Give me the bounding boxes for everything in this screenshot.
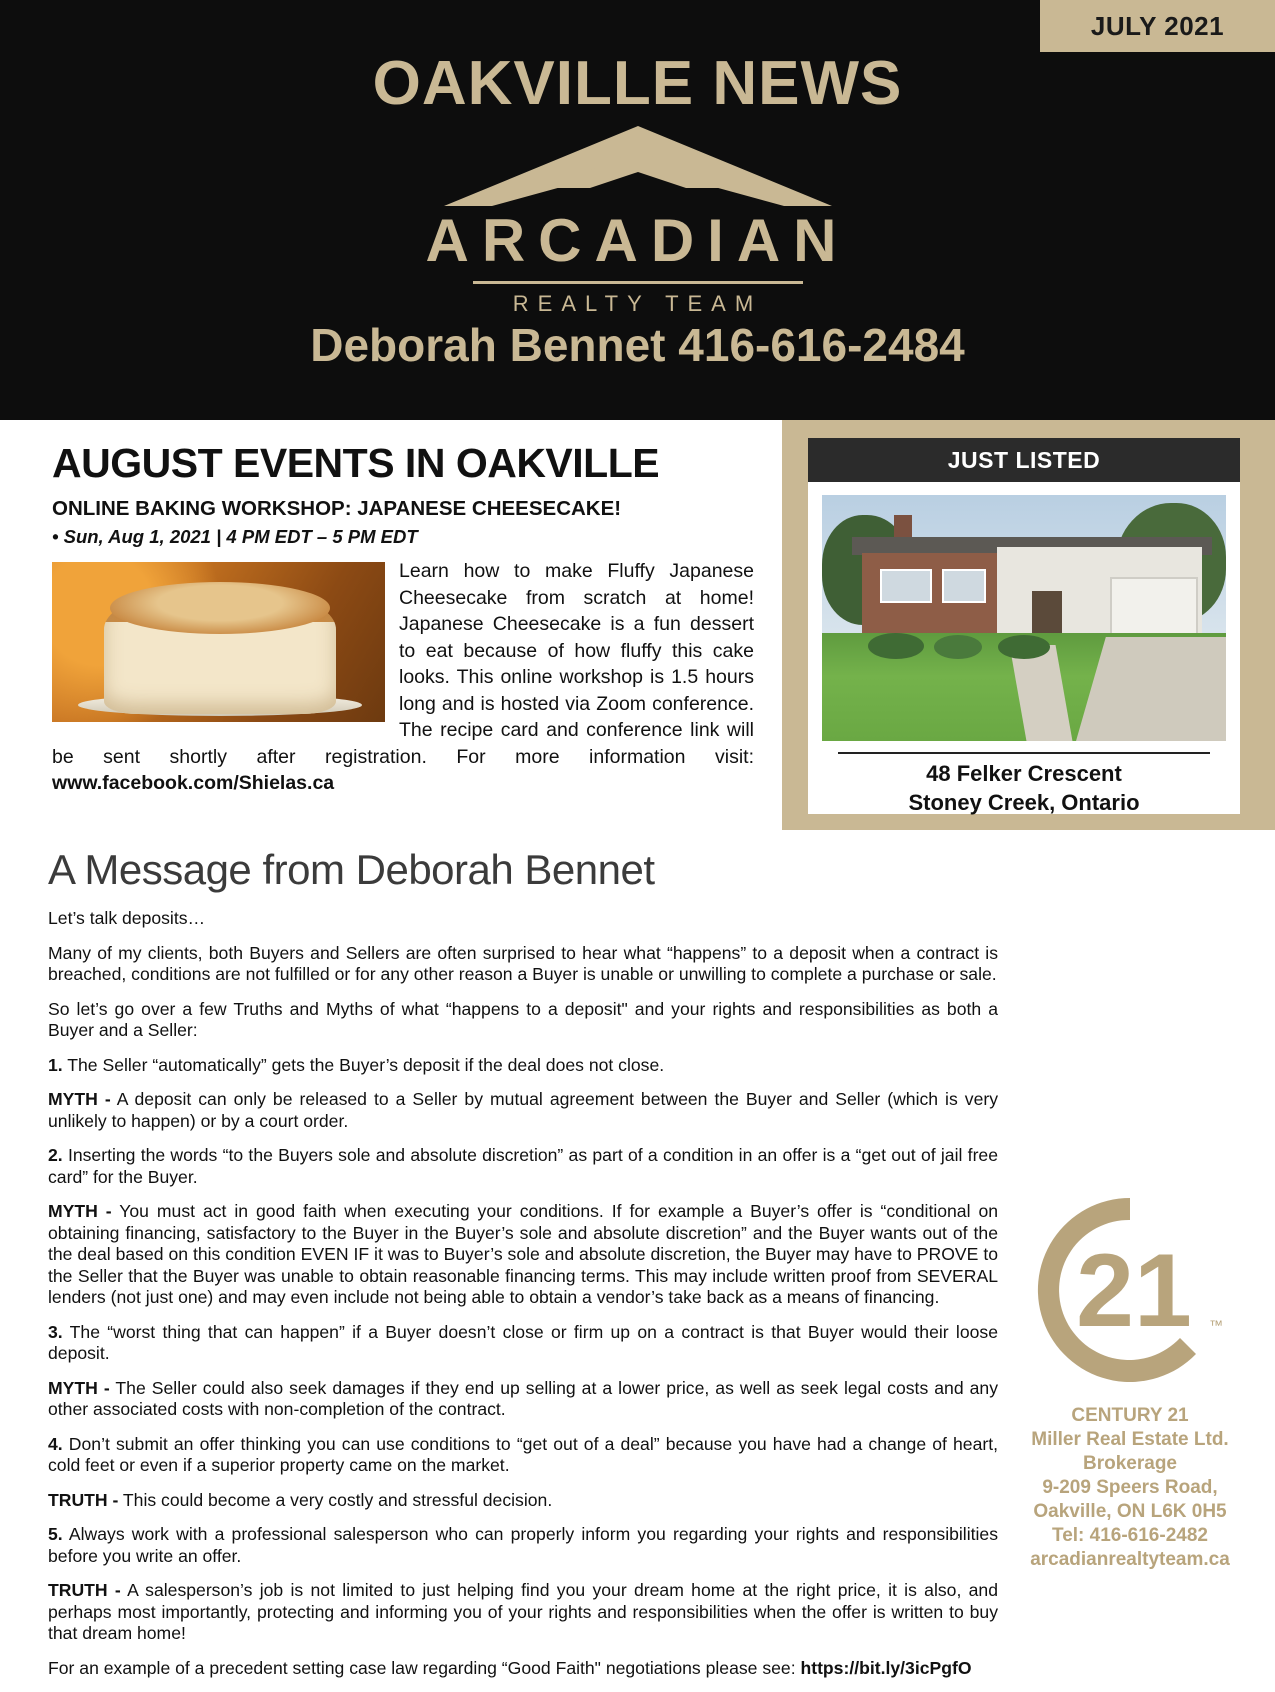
- item-text: The Seller could also seek damages if they end up selling at a lower price, as well as seek legal costs and any other associated costs with non-completion of the contract.: [48, 1377, 999, 1419]
- item-lead: 4.: [48, 1433, 63, 1454]
- item-text: The Seller “automatically” gets the Buyer’s deposit if the deal does not close.: [62, 1054, 665, 1075]
- item-lead: TRUTH -: [48, 1489, 119, 1510]
- masthead: [0, 0, 1275, 420]
- message-paragraph: Let’s talk deposits…: [48, 908, 206, 928]
- just-listed-card: [808, 438, 1240, 814]
- issue-date-badge: JULY 2021: [1040, 0, 1275, 52]
- item-lead: 5.: [48, 1524, 63, 1544]
- message-item: [48, 1378, 998, 1421]
- message-item: [48, 1089, 998, 1132]
- logo-divider: [473, 281, 803, 284]
- item-text: Don’t submit an offer thinking you can use conditions to “get out of a deal” because you have had a change of heart, cold feet or even if a superior property came on the market.: [48, 1433, 998, 1475]
- century21-icon: [1030, 1190, 1230, 1390]
- logo-wordmark: ARCADIAN: [425, 207, 850, 274]
- roof-icon: [428, 120, 848, 212]
- brokerage-block: [1010, 1190, 1250, 1572]
- arcadian-logo: [0, 120, 1275, 317]
- events-datetime: • Sun, Aug 1, 2021 | 4 PM EDT – 5 PM EDT: [52, 526, 418, 547]
- brokerage-line: CENTURY 21: [1071, 1405, 1189, 1426]
- svg-text:™: ™: [1209, 1317, 1223, 1333]
- events-body-text: Learn how to make Fluffy Japanese Cheesecake from scratch at home! Japanese Cheesecake is a fun dessert to eat because of how fluffy this cake looks. This online workshop is 1.5 hours long and is hosted via Zoom conference. The recipe card and conference link will be sent shortly after registration. For more information visit:: [52, 560, 754, 768]
- brokerage-website[interactable]: arcadianrealtyteam.ca: [1030, 1549, 1230, 1570]
- brokerage-line: Oakville, ON L6K 0H5: [1033, 1501, 1227, 1522]
- item-lead: 1.: [48, 1054, 63, 1075]
- closing-text: For an example of a precedent setting case law regarding “Good Faith" negotiations please see:: [48, 1657, 801, 1678]
- item-text: A salesperson’s job is not limited to just helping find you your dream home at the right price, it is also, and perhaps most importantly, protecting and informing you of your rights and responsibilities when the offer is written to buy that dream home!: [48, 1580, 998, 1643]
- closing-link[interactable]: https://bit.ly/3icPgfO: [800, 1657, 972, 1678]
- brokerage-line: Brokerage: [1083, 1453, 1177, 1474]
- events-link[interactable]: www.facebook.com/Shielas.ca: [52, 772, 335, 794]
- address-divider: [838, 752, 1210, 754]
- just-listed-header: JUST LISTED: [808, 438, 1240, 482]
- listing-address-line2: Stoney Creek, Ontario: [908, 790, 1140, 815]
- message-item: [48, 1201, 998, 1309]
- item-lead: TRUTH -: [48, 1580, 121, 1600]
- logo-tagline: REALTY TEAM: [512, 291, 763, 316]
- message-item: [48, 1055, 998, 1077]
- message-item: [48, 1490, 998, 1512]
- listing-photo: [822, 495, 1226, 741]
- message-paragraph: Many of my clients, both Buyers and Sellers are often surprised to hear what “happens” to a deposit when a contract is breached, conditions are not fulfilled or for any other reason a Buyer is unable or unwilling to complete a purchase or sale.: [48, 942, 998, 984]
- message-item: [48, 1524, 998, 1567]
- brokerage-line: Miller Real Estate Ltd.: [1031, 1429, 1229, 1450]
- brokerage-line: Tel: 416-616-2482: [1052, 1525, 1208, 1546]
- events-heading: AUGUST EVENTS IN OAKVILLE: [52, 440, 660, 486]
- item-lead: MYTH -: [48, 1377, 110, 1398]
- message-closing: [48, 1658, 998, 1680]
- events-subheading: ONLINE BAKING WORKSHOP: JAPANESE CHEESECAKE!: [52, 497, 622, 520]
- page-title: OAKVILLE NEWS: [372, 49, 903, 118]
- item-lead: MYTH -: [48, 1089, 111, 1109]
- cheesecake-photo: [52, 562, 385, 722]
- item-text: The “worst thing that can happen” if a Buyer doesn’t close or firm up on a contract is that Buyer would their loose deposit.: [48, 1321, 998, 1363]
- agent-contact: Deborah Bennet 416-616-2484: [310, 319, 965, 371]
- message-item: [48, 1580, 998, 1645]
- item-text: Always work with a professional salesperson who can properly inform you regarding your rights and responsibilities before you write an offer.: [48, 1524, 998, 1566]
- item-text: Inserting the words “to the Buyers sole and absolute discretion” as part of a condition in an offer is a “get out of jail free card” for the Buyer.: [48, 1145, 998, 1187]
- brokerage-line: 9-209 Speers Road,: [1042, 1477, 1218, 1498]
- brokerage-details: [1010, 1404, 1250, 1572]
- message-title: A Message from Deborah Bennet: [48, 846, 655, 893]
- message-item: [48, 1434, 998, 1477]
- message-item: [48, 1145, 998, 1188]
- listing-address-line1: 48 Felker Crescent: [926, 761, 1122, 786]
- message-paragraph: So let’s go over a few Truths and Myths of what “happens to a deposit" and your rights and responsibilities as both a Buyer and a Seller:: [48, 998, 998, 1040]
- item-text: This could become a very costly and stressful decision.: [118, 1489, 553, 1510]
- item-lead: MYTH -: [48, 1201, 112, 1221]
- century21-logo: [1030, 1190, 1230, 1390]
- item-text: You must act in good faith when executing your conditions. If for example a Buyer’s offer is “conditional on obtaining financing, satisfactory to the Buyer in the Buyer’s sole and absolute discretion” and the Buyer wants out of the the deal based on this condition EVEN IF it was to Buyer’s sole and absolute discretion, the Buyer may have to PROVE to the Seller that the Buyer was unable to obtain reasonable financing terms. This may include written proof from SEVERAL lenders (not just one) and may even include not being able to obtain a vendor’s take back as a means of financing.: [48, 1201, 999, 1307]
- item-lead: 2.: [48, 1145, 63, 1165]
- events-section: [0, 420, 782, 830]
- item-lead: 3.: [48, 1321, 63, 1342]
- item-text: A deposit can only be released to a Seller by mutual agreement between the Buyer and Seller (which is very unlikely to happen) or by a court order.: [48, 1089, 999, 1131]
- message-item: [48, 1322, 998, 1365]
- message-body: [48, 908, 998, 1692]
- svg-text:21: 21: [1076, 1233, 1192, 1349]
